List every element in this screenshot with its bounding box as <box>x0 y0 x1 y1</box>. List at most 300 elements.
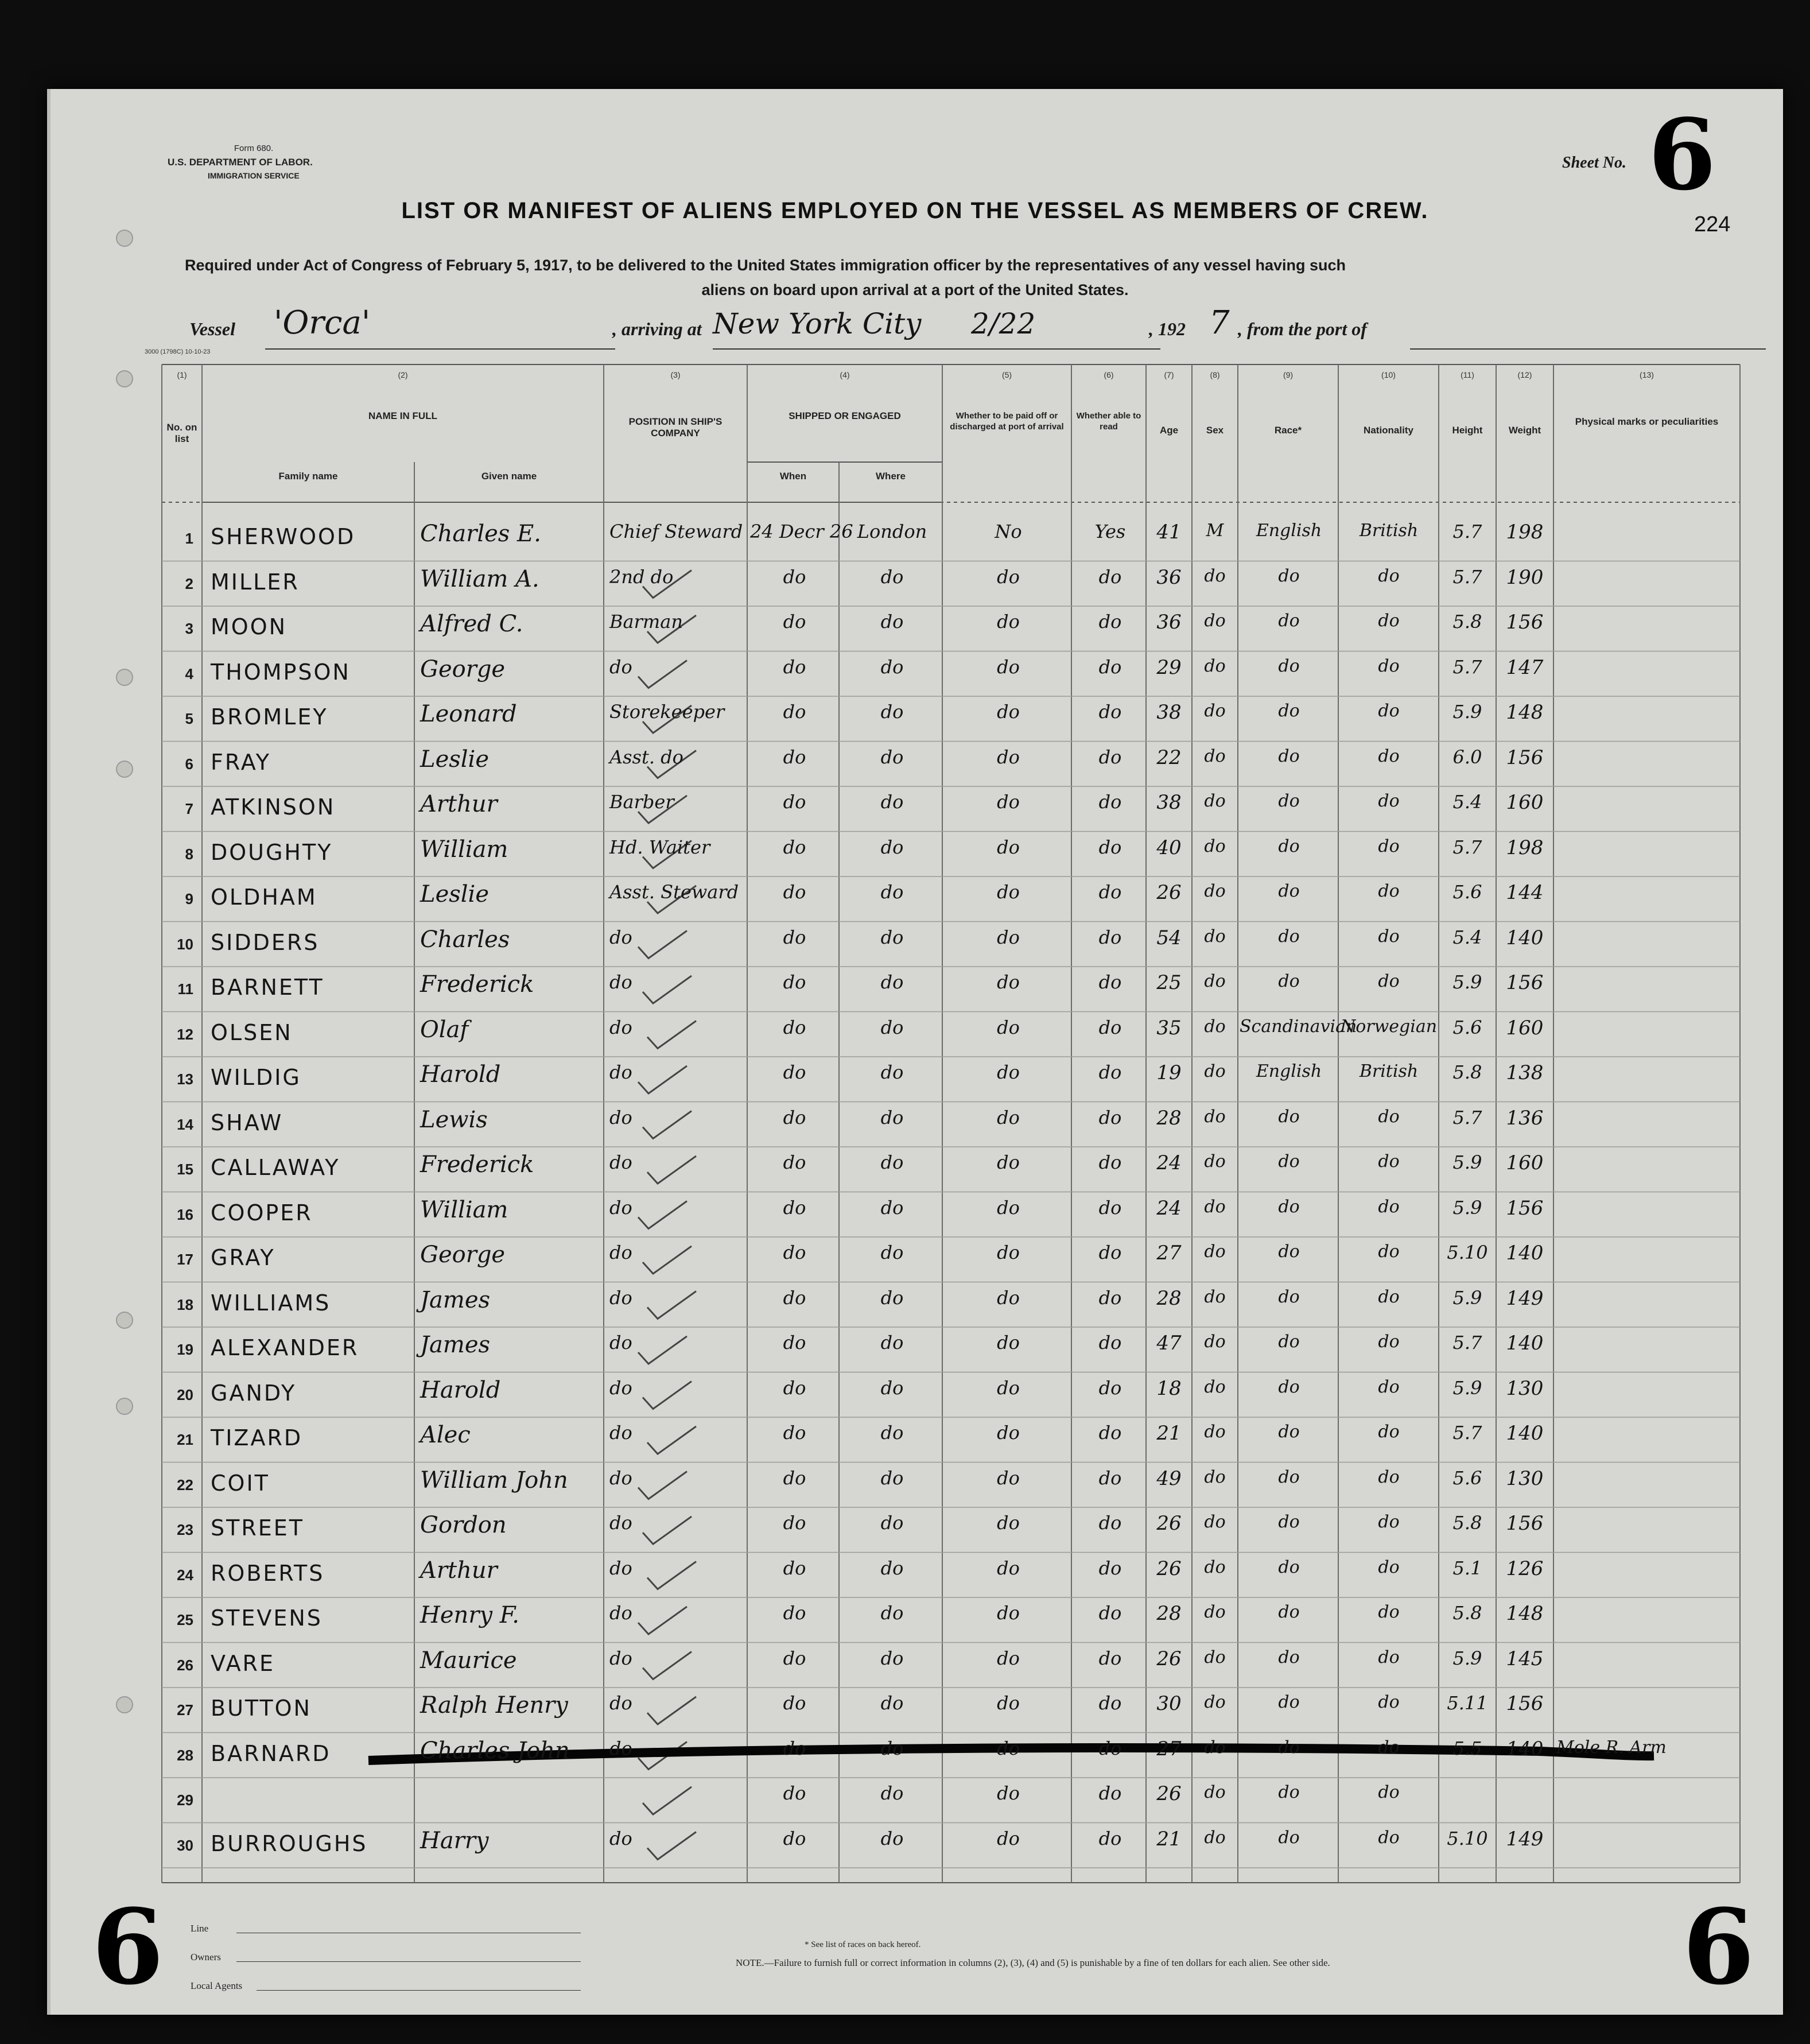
cell-nat: do <box>1378 1467 1400 1487</box>
cell-height: 5.10 <box>1447 1242 1488 1263</box>
cell-family: SHAW <box>211 1110 283 1135</box>
cell-read: do <box>1098 1016 1122 1038</box>
cell-read: do <box>1098 1196 1122 1219</box>
cell-nat: do <box>1378 791 1400 811</box>
cell-height: 6.0 <box>1452 746 1482 768</box>
cell-where: do <box>880 746 904 768</box>
cell-age: 54 <box>1156 926 1182 949</box>
cell-age: 38 <box>1156 791 1182 814</box>
cell-family: VARE <box>211 1650 275 1676</box>
col-head-race: Race* <box>1274 425 1302 436</box>
row-number: 7 <box>185 800 193 817</box>
cell-age: 26 <box>1156 881 1182 904</box>
cell-nat: do <box>1378 1376 1400 1397</box>
cell-height: 5.9 <box>1452 971 1482 993</box>
cell-age: 26 <box>1156 1647 1182 1670</box>
cell-height: 5.6 <box>1452 881 1482 903</box>
cell-age: 24 <box>1156 1196 1182 1220</box>
cell-sex: do <box>1204 926 1226 947</box>
cell-height: 5.6 <box>1452 1016 1482 1038</box>
cell-age: 21 <box>1156 1422 1182 1445</box>
cell-sex: do <box>1204 1512 1226 1532</box>
cell-race: do <box>1278 1106 1300 1127</box>
cell-position: do <box>609 1692 632 1714</box>
cell-when: do <box>783 971 806 993</box>
cell-given: Lewis <box>420 1106 488 1133</box>
cell-weight: 136 <box>1506 1106 1544 1130</box>
cell-paid: do <box>997 881 1020 903</box>
cell-weight: 148 <box>1506 1602 1544 1625</box>
cell-given: Harold <box>420 1376 501 1403</box>
row-number: 21 <box>177 1431 193 1448</box>
page-title: LIST OR MANIFEST OF ALIENS EMPLOYED ON THE VESSEL AS MEMBERS OF CREW. <box>401 198 1429 223</box>
cell-nat: do <box>1378 1737 1400 1758</box>
col-num-5: (5) <box>1001 370 1012 379</box>
cell-when: do <box>783 1016 806 1038</box>
cell-given: Leslie <box>420 746 490 773</box>
cell-family: WILDIG <box>211 1065 301 1090</box>
footer-owners-label: Owners <box>191 1952 221 1962</box>
footer-owners-field <box>236 1961 581 1962</box>
cell-sex: do <box>1204 1332 1226 1352</box>
cell-position: do <box>609 1242 632 1263</box>
cell-sex: do <box>1204 701 1226 721</box>
cell-given: William <box>420 1196 508 1223</box>
cell-race: do <box>1278 1647 1300 1667</box>
cell-where: do <box>880 1602 904 1624</box>
cell-given: James <box>420 1332 491 1358</box>
cell-read: do <box>1098 1106 1122 1128</box>
cell-nat: do <box>1378 1602 1400 1622</box>
cell-paid: do <box>997 565 1020 588</box>
cell-where: do <box>880 1737 904 1759</box>
cell-nat: do <box>1378 1106 1400 1127</box>
cell-paid: do <box>997 1106 1020 1128</box>
vessel-label: Vessel <box>189 319 235 339</box>
cell-when: do <box>783 1422 806 1444</box>
cell-position: 2nd do <box>609 565 674 588</box>
cell-when: do <box>783 1782 806 1804</box>
cell-position: do <box>609 656 632 678</box>
col-num-7: (7) <box>1164 370 1174 379</box>
cell-paid: do <box>997 1196 1020 1219</box>
cell-when: do <box>783 836 806 858</box>
crew-rows <box>47 89 1783 2015</box>
cell-paid: do <box>997 746 1020 768</box>
row-number: 6 <box>185 755 193 773</box>
cell-family: SIDDERS <box>211 929 320 955</box>
cell-nat: do <box>1378 746 1400 766</box>
cell-where: do <box>880 1106 904 1128</box>
cell-family: ROBERTS <box>211 1560 325 1586</box>
cell-given: Charles E. <box>420 521 541 547</box>
col-head-where: Where <box>876 471 906 482</box>
row-number: 9 <box>185 890 193 907</box>
cell-position: Hd. Waiter <box>609 836 710 858</box>
cell-height: 5.9 <box>1452 1647 1482 1669</box>
row-number: 17 <box>177 1251 193 1268</box>
cell-age: 26 <box>1156 1782 1182 1805</box>
stamp-number: 224 <box>1694 212 1731 236</box>
cell-weight: 156 <box>1506 1196 1544 1220</box>
cell-family: OLDHAM <box>211 885 317 910</box>
row-number: 2 <box>185 575 193 592</box>
col-head-age: Age <box>1159 425 1179 436</box>
cell-when: do <box>783 746 806 768</box>
row-number: 29 <box>177 1791 193 1809</box>
cell-family: CALLAWAY <box>211 1155 340 1180</box>
cell-given: George <box>420 1242 506 1268</box>
cell-where: do <box>880 701 904 723</box>
cell-paid: No <box>995 521 1022 542</box>
footer-agents-label: Local Agents <box>191 1980 243 1991</box>
cell-nat: do <box>1378 836 1400 856</box>
cell-race: Scandinavian <box>1240 1016 1357 1037</box>
cell-weight: 148 <box>1506 701 1544 724</box>
cell-height: 5.11 <box>1447 1692 1488 1714</box>
cell-given: Frederick <box>420 971 534 998</box>
cell-where: do <box>880 1196 904 1219</box>
cell-nat: do <box>1378 881 1400 901</box>
cell-race: do <box>1278 1512 1300 1532</box>
cell-position: do <box>609 1602 632 1624</box>
cell-height: 5.7 <box>1452 565 1482 588</box>
cell-race: do <box>1278 1151 1300 1172</box>
cell-age: 27 <box>1156 1737 1182 1760</box>
cell-race: do <box>1278 1332 1300 1352</box>
cell-given: Arthur <box>420 1557 498 1584</box>
cell-nat: do <box>1378 1332 1400 1352</box>
cell-weight: 149 <box>1506 1827 1544 1851</box>
arrival-date: 2/22 <box>971 307 1036 340</box>
cell-paid: do <box>997 1242 1020 1263</box>
cell-weight: 190 <box>1506 565 1544 589</box>
cell-read: do <box>1098 1332 1122 1353</box>
cell-family: TIZARD <box>211 1425 303 1450</box>
col-num-3: (3) <box>670 370 681 379</box>
cell-when: do <box>783 1106 806 1128</box>
cell-paid: do <box>997 971 1020 993</box>
row-number: 22 <box>177 1476 193 1494</box>
cell-read: do <box>1098 1286 1122 1309</box>
sheet-number: 6 <box>1648 98 1716 212</box>
cell-age: 49 <box>1156 1467 1182 1490</box>
cell-when: do <box>783 1737 806 1759</box>
year-label: , 192 <box>1149 319 1186 339</box>
row-number: 20 <box>177 1386 193 1403</box>
cell-height: 5.9 <box>1452 1376 1482 1399</box>
cell-sex: do <box>1204 1376 1226 1397</box>
cell-where: do <box>880 971 904 993</box>
cell-when: do <box>783 1332 806 1353</box>
cell-family: COIT <box>211 1470 270 1496</box>
cell-where: do <box>880 836 904 858</box>
from-port-label: , from the port of <box>1238 319 1367 339</box>
cell-nat: do <box>1378 1422 1400 1442</box>
col-num-6: (6) <box>1104 370 1114 379</box>
row-number: 12 <box>177 1025 193 1043</box>
cell-position: Barber <box>609 791 674 813</box>
col-num-1: (1) <box>177 370 187 379</box>
cell-height: 5.7 <box>1452 1332 1482 1353</box>
cell-paid: do <box>997 1422 1020 1444</box>
form-number: Form 680. <box>234 143 274 153</box>
cell-weight: 160 <box>1506 1016 1544 1040</box>
cell-sex: do <box>1204 1602 1226 1622</box>
cell-nat: do <box>1378 701 1400 721</box>
cell-race: do <box>1278 1737 1300 1758</box>
cell-race: do <box>1278 1602 1300 1622</box>
cell-given: Alec <box>420 1422 471 1448</box>
row-number: 13 <box>177 1071 193 1088</box>
cell-weight: 156 <box>1506 1692 1544 1715</box>
cell-where: do <box>880 1151 904 1173</box>
cell-position: do <box>609 1376 632 1399</box>
cell-race: English <box>1256 1061 1322 1081</box>
cell-family: ALEXANDER <box>211 1335 359 1360</box>
cell-position: do <box>609 971 632 993</box>
cell-nat: do <box>1378 1692 1400 1712</box>
cell-weight: 140 <box>1506 1737 1544 1760</box>
cell-when: do <box>783 1151 806 1173</box>
cell-where: do <box>880 926 904 948</box>
cell-family: SHERWOOD <box>211 524 356 549</box>
cell-race: do <box>1278 1827 1300 1848</box>
service-label: IMMIGRATION SERVICE <box>208 171 300 180</box>
cell-sex: do <box>1204 1106 1226 1127</box>
cell-where: do <box>880 1557 904 1579</box>
cell-paid: do <box>997 1512 1020 1534</box>
cell-age: 28 <box>1156 1106 1182 1130</box>
cell-sex: do <box>1204 1061 1226 1081</box>
cell-position: do <box>609 1647 632 1669</box>
row-number: 8 <box>185 845 193 863</box>
cell-where: do <box>880 565 904 588</box>
cell-read: do <box>1098 881 1122 903</box>
cell-sex: do <box>1204 1422 1226 1442</box>
cell-when: do <box>783 926 806 948</box>
cell-paid: do <box>997 1647 1020 1669</box>
cell-age: 25 <box>1156 971 1182 994</box>
cell-when: do <box>783 1196 806 1219</box>
cell-race: do <box>1278 1557 1300 1577</box>
cell-sex: do <box>1204 1151 1226 1172</box>
cell-race: do <box>1278 1422 1300 1442</box>
cell-when: do <box>783 1286 806 1309</box>
col-head-weight: Weight <box>1508 425 1541 436</box>
cell-given: William A. <box>420 565 539 592</box>
cell-sex: do <box>1204 1737 1226 1758</box>
cell-race: do <box>1278 836 1300 856</box>
cell-read: do <box>1098 971 1122 993</box>
row-number: 25 <box>177 1611 193 1628</box>
cell-nat: do <box>1378 1196 1400 1217</box>
cell-paid: do <box>997 1332 1020 1353</box>
cell-weight: 156 <box>1506 611 1544 634</box>
cell-paid: do <box>997 611 1020 633</box>
cell-weight: 140 <box>1506 1242 1544 1265</box>
cell-sex: do <box>1204 1647 1226 1667</box>
cell-read: do <box>1098 1242 1122 1263</box>
cell-sex: do <box>1204 1196 1226 1217</box>
footer-line-label: Line <box>191 1923 209 1934</box>
cell-given: Maurice <box>420 1647 517 1674</box>
cell-paid: do <box>997 1827 1020 1849</box>
cell-paid: do <box>997 656 1020 678</box>
cell-given: William John <box>420 1467 568 1494</box>
cell-position: do <box>609 1016 632 1038</box>
cell-read: do <box>1098 656 1122 678</box>
cell-race: do <box>1278 881 1300 901</box>
footer-asterisk-note: * See list of races on back hereof. <box>805 1940 921 1949</box>
cell-read: do <box>1098 1827 1122 1849</box>
cell-family: BROMLEY <box>211 704 328 730</box>
col-head-shipped: SHIPPED OR ENGAGED <box>789 410 901 421</box>
cell-where: do <box>880 1782 904 1804</box>
row-number: 19 <box>177 1341 193 1358</box>
cell-weight: 149 <box>1506 1286 1544 1310</box>
cell-age: 26 <box>1156 1512 1182 1535</box>
cell-height: 5.7 <box>1452 836 1482 858</box>
col-head-name: NAME IN FULL <box>368 410 437 421</box>
cell-given: Leslie <box>420 881 490 907</box>
cell-read: do <box>1098 565 1122 588</box>
cell-read: do <box>1098 1061 1122 1083</box>
cell-family: GRAY <box>211 1245 275 1270</box>
col-head-no: No. on list <box>166 422 197 444</box>
col-head-height: Height <box>1452 425 1483 436</box>
cell-sex: do <box>1204 565 1226 586</box>
cell-nat: British <box>1359 521 1419 541</box>
cell-age: 29 <box>1156 656 1182 679</box>
cell-height: 5.9 <box>1452 701 1482 723</box>
cell-where: do <box>880 1467 904 1489</box>
cell-age: 22 <box>1156 746 1182 769</box>
col-head-position: POSITION IN SHIP'S COMPANY <box>628 416 723 439</box>
cell-nat: do <box>1378 926 1400 947</box>
cell-race: do <box>1278 1376 1300 1397</box>
cell-sex: do <box>1204 1016 1226 1037</box>
cell-when: do <box>783 1061 806 1083</box>
col-num-10: (10) <box>1381 370 1396 379</box>
subtitle-line-1: Required under Act of Congress of February 5, 1917, to be delivered to the United States immigration officer by the representatives of any vessel having such <box>185 257 1346 274</box>
cell-given: Gordon <box>420 1512 507 1538</box>
cell-nat: do <box>1378 1827 1400 1848</box>
col-head-nationality: Nationality <box>1364 425 1413 436</box>
cell-height: 5.7 <box>1452 1422 1482 1444</box>
cell-read: do <box>1098 1467 1122 1489</box>
cell-where: do <box>880 611 904 633</box>
cell-sex: do <box>1204 836 1226 856</box>
cell-where: do <box>880 791 904 813</box>
cell-when: do <box>783 1602 806 1624</box>
cell-race: do <box>1278 1782 1300 1802</box>
cell-read: do <box>1098 1737 1122 1759</box>
subtitle-line-2: aliens on board upon arrival at a port of the United States. <box>701 281 1129 298</box>
cell-nat: Norwegian <box>1340 1016 1438 1037</box>
cell-race: do <box>1278 1286 1300 1307</box>
cell-weight: 156 <box>1506 746 1544 769</box>
cell-when: 24 Decr 26 <box>750 521 853 542</box>
cell-sex: do <box>1204 1782 1226 1802</box>
row-number: 1 <box>185 530 193 547</box>
col-num-4: (4) <box>840 370 850 379</box>
cell-given: Harry <box>420 1827 489 1854</box>
cell-weight: 140 <box>1506 926 1544 949</box>
cell-height: 5.4 <box>1452 926 1482 948</box>
cell-age: 18 <box>1156 1376 1182 1400</box>
cell-given: Alfred C. <box>420 611 523 637</box>
cell-weight: 130 <box>1506 1376 1544 1400</box>
cell-family: WILLIAMS <box>211 1290 331 1316</box>
cell-race: do <box>1278 746 1300 766</box>
cell-sex: do <box>1204 1286 1226 1307</box>
footer-note: NOTE.—Failure to furnish full or correct information in columns (2), (3), (4) and (5) is punishable by a fine of ten dollars for each alien. See other side. <box>736 1957 1330 1968</box>
col-head-sex: Sex <box>1206 425 1224 436</box>
cell-height: 5.6 <box>1452 1467 1482 1489</box>
cell-position: do <box>609 1061 632 1083</box>
cell-position: Asst. Steward <box>609 881 739 903</box>
cell-height: 5.8 <box>1452 1602 1482 1624</box>
cell-nat: do <box>1378 971 1400 991</box>
cell-paid: do <box>997 1016 1020 1038</box>
cell-height: 5.8 <box>1452 1061 1482 1083</box>
cell-age: 47 <box>1156 1332 1182 1355</box>
cell-weight: 145 <box>1506 1647 1544 1670</box>
cell-weight: 147 <box>1506 656 1544 679</box>
cell-position: do <box>609 1286 632 1309</box>
row-number: 10 <box>177 935 193 953</box>
cell-position: do <box>609 1512 632 1534</box>
footer-agents-field <box>257 1990 581 1991</box>
cell-read: do <box>1098 1376 1122 1399</box>
cell-family: MOON <box>211 614 288 639</box>
cell-paid: do <box>997 1782 1020 1804</box>
col-num-9: (9) <box>1283 370 1294 379</box>
cell-age: 41 <box>1156 521 1182 544</box>
row-number: 15 <box>177 1161 193 1178</box>
cell-race: do <box>1278 1196 1300 1217</box>
row-number: 3 <box>185 620 193 637</box>
cell-marks: Mole R. Arm <box>1556 1737 1667 1758</box>
cell-weight: 156 <box>1506 971 1544 994</box>
cell-given: William <box>420 836 508 863</box>
cell-sex: do <box>1204 1467 1226 1487</box>
cell-where: London <box>857 521 927 542</box>
cell-paid: do <box>997 1557 1020 1579</box>
cell-nat: do <box>1378 1242 1400 1262</box>
cell-nat: do <box>1378 1512 1400 1532</box>
cell-when: do <box>783 1827 806 1849</box>
cell-position: do <box>609 1332 632 1353</box>
cell-weight: 160 <box>1506 791 1544 814</box>
cell-family: BARNETT <box>211 975 324 1000</box>
cell-read: do <box>1098 1422 1122 1444</box>
col-head-family: Family name <box>278 471 338 482</box>
cell-given: George <box>420 656 506 682</box>
cell-nat: British <box>1359 1061 1419 1081</box>
cell-where: do <box>880 1692 904 1714</box>
sheet-label: Sheet No. <box>1562 154 1626 172</box>
cell-height: 5.7 <box>1452 521 1482 542</box>
cell-read: do <box>1098 611 1122 633</box>
cell-family: FRAY <box>211 749 271 775</box>
cell-sex: do <box>1204 1242 1226 1262</box>
cell-age: 28 <box>1156 1286 1182 1310</box>
cell-paid: do <box>997 1286 1020 1309</box>
cell-read: do <box>1098 1692 1122 1714</box>
vessel-name: 'Orca' <box>274 304 371 342</box>
